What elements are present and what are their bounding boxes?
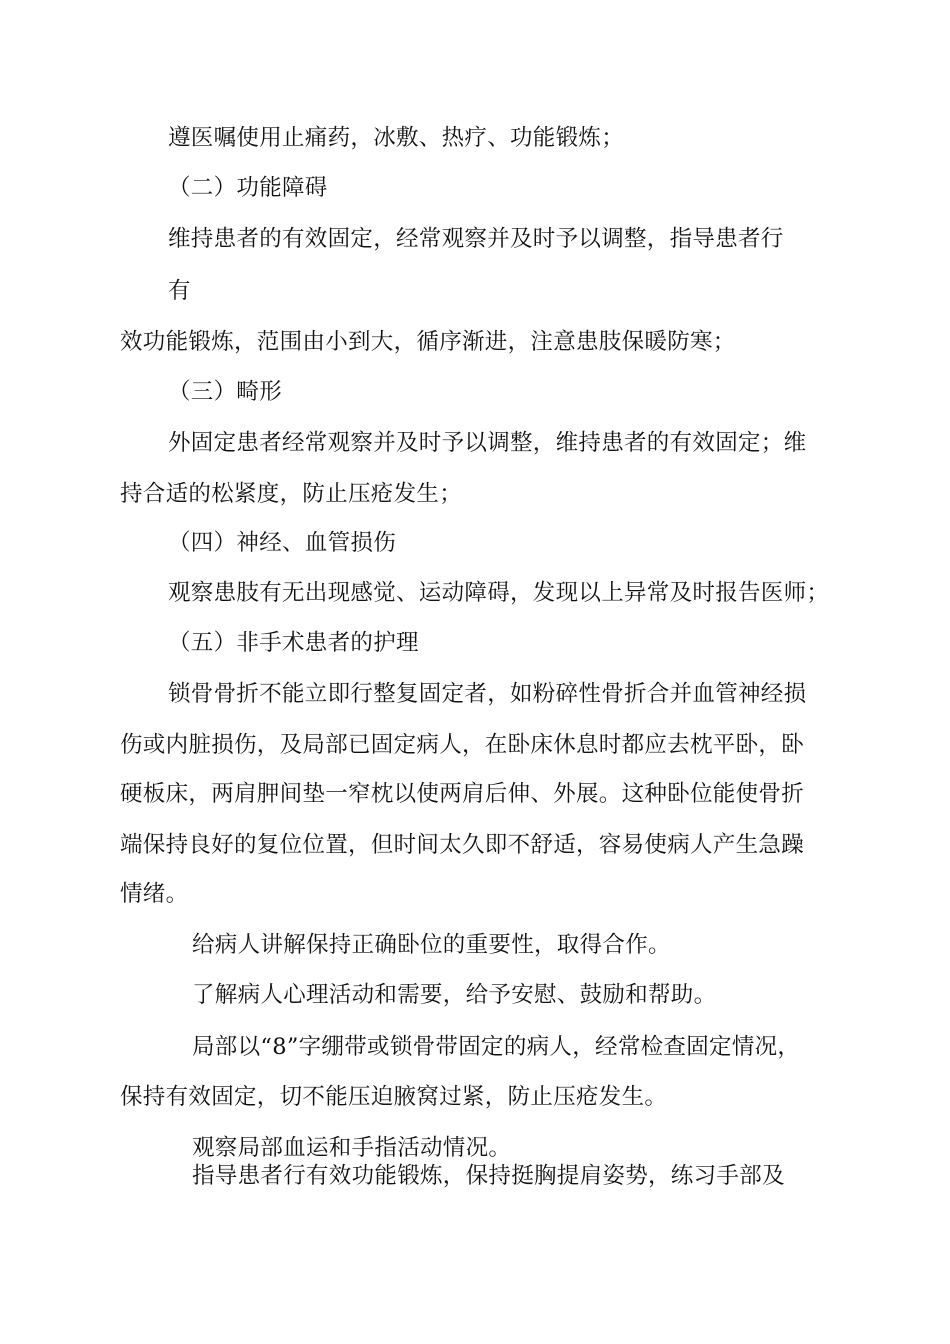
text-line: 观察患肢有无出现感觉、运动障碍，发现以上异常及时报告医师；	[168, 580, 830, 606]
text-line: 保持有效固定，切不能压迫腋窝过紧，防止压疮发生。	[120, 1084, 668, 1110]
text-line: 给病人讲解保持正确卧位的重要性，取得合作。	[192, 932, 671, 958]
section-heading: （四）神经、血管损伤	[168, 530, 397, 556]
text-line: 端保持良好的复位位置，但时间太久即不舒适，容易使病人产生急躁	[120, 832, 805, 858]
text-line: 外固定患者经常观察并及时予以调整，维持患者的有效固定；维	[168, 430, 807, 456]
section-heading: （二）功能障碍	[168, 175, 328, 201]
text-line: 情绪。	[120, 881, 189, 907]
text-line: 持合适的松紧度，防止压疮发生；	[120, 481, 463, 507]
text-line: 有	[168, 278, 191, 304]
text-line: 了解病人心理活动和需要，给予安慰、鼓励和帮助。	[192, 982, 717, 1008]
text-line: 硬板床，两肩胛间垫一窄枕以使两肩后伸、外展。这种卧位能使骨折	[120, 781, 805, 807]
text-line: 锁骨骨折不能立即行整复固定者，如粉碎性骨折合并血管神经损	[168, 681, 807, 707]
text-line: 效功能锻炼，范围由小到大，循序渐进，注意患肢保暖防寒；	[120, 329, 736, 355]
section-heading: （三）畸形	[168, 379, 283, 405]
section-heading: （五）非手术患者的护理	[168, 630, 419, 656]
text-line: 维持患者的有效固定，经常观察并及时予以调整，指导患者行	[168, 226, 784, 252]
text-line: 观察局部血运和手指活动情况。	[192, 1135, 512, 1161]
text-line: 伤或内脏损伤，及局部已固定病人，在卧床休息时都应去枕平卧，卧	[120, 732, 805, 758]
text-line: 遵医嘱使用止痛药，冰敷、热疗、功能锻炼；	[168, 125, 625, 151]
text-line: 指导患者行有效功能锻炼，保持挺胸提肩姿势，练习手部及	[192, 1163, 785, 1189]
text-line: 局部以“8”字绷带或锁骨带固定的病人，经常检查固定情况，	[192, 1034, 801, 1060]
